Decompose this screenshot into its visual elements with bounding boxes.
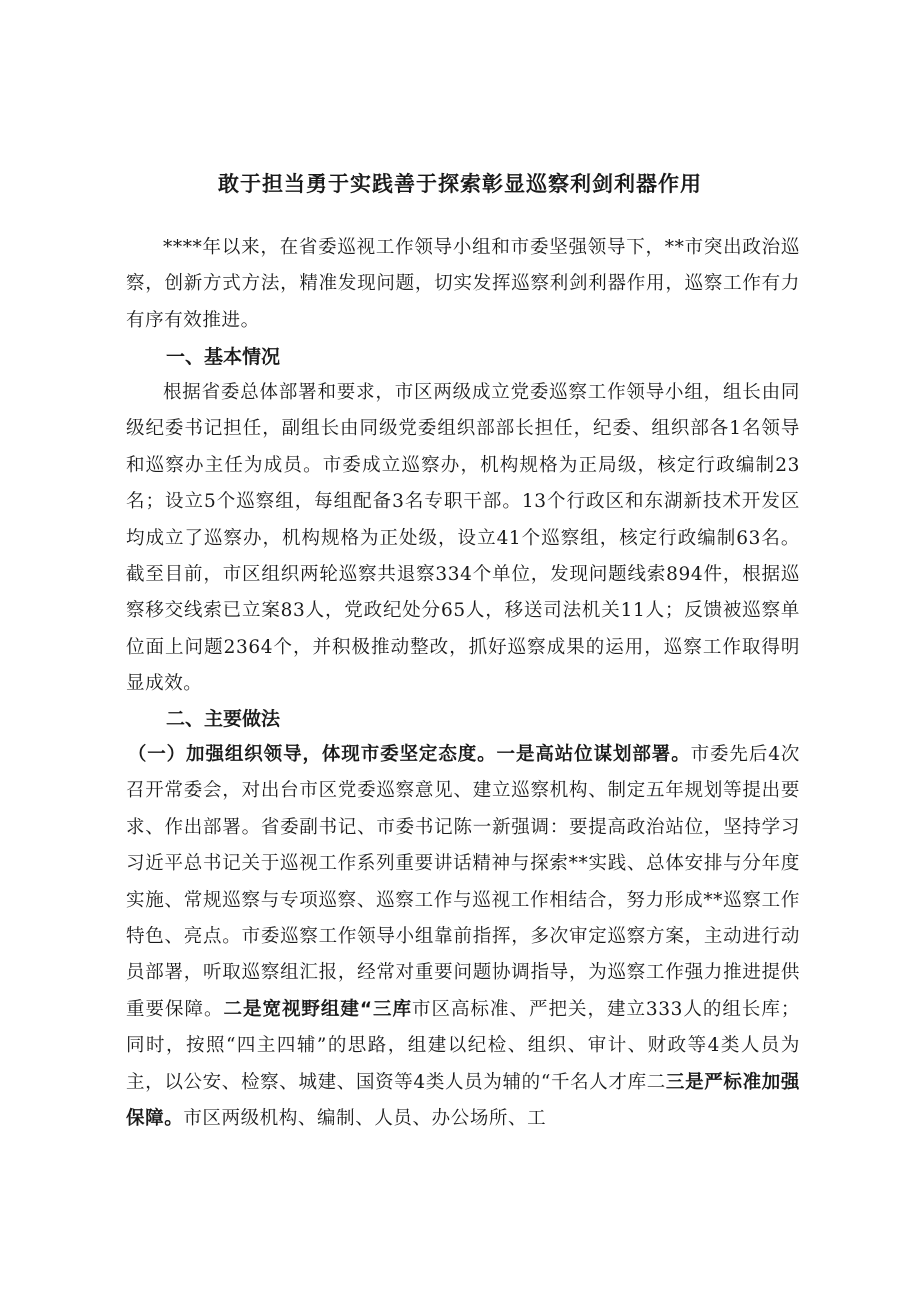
section-heading-basic-situation: 一、基本情况 [166,346,281,368]
intro-paragraph: ****年以来，在省委巡视工作领导小组和市委坚强领导下，**市突出政治巡察，创新方式方法，精准发现问题，切实发挥巡察利剑利器作用，巡察工作有力有序有效推进。 [126,237,800,331]
point-three-text: 市区两级机构、编制、人员、办公场所、工 [183,1108,547,1130]
point-three-lead: 三是严标准加强保障。 [126,1071,800,1130]
section-heading-main-practices: 二、主要做法 [166,708,281,730]
subsection-title: （一）加强组织领导，体现市委坚定态度。 [127,744,497,765]
point-one-lead: 一是高站位谋划部署。 [496,744,691,765]
basic-situation-paragraph: 根据省委总体部署和要求，市区两级成立党委巡察工作领导小组，组长由同级纪委书记担任，副组长由同级党委组织部部长担任，纪委、组织部各1名领导和巡察办主任为成员。市委成立巡察办，机构规格为正局级，核定行政编制23名；设立5个巡察组，每组配备3名专职干部。13个行政区和东湖新技术开发区均成立了巡察办，机构规格为正处级，设立41个巡察组，核定行政编制63名。截至目前，市区组织两轮巡察共退察334个单位，发现问题线索894件，根据巡察移交线索已立案83人，党政纪处分65人，移送司法机关11人；反馈被巡察单位面上问题2364个，并积极推动整改，抓好巡察成果的运用，巡察工作取得明显成效。 [126,382,800,695]
point-two-text: 市区高标准、严把关，建立333人的组长库；同时，按照“四主四辅”的思路，组建以纪检、组织、审计、财政等4类人员为主，以公安、检察、城建、国资等4类人员为辅的“千名人才库二 [126,998,800,1093]
point-two-lead: 二是宽视野组建“三库 [223,998,413,1020]
document-title: 敢于担当勇于实践善于探索彰显巡察利剑利器作用 [218,172,702,196]
main-practices-paragraph [126,737,800,1137]
point-one-text: 市委先后4次召开常委会，对出台市区党委巡察意见、建立巡察机构、制定五年规划等提出要求、作出部署。省委副书记、市委书记陈一新强调：要提高政治站位，坚持学习习近平总书记关于巡视工作系列重要讲话精神与探索**实践、总体安排与分年度实施、常规巡察与专项巡察、巡察工作与巡视工作相结合，努力形成**巡察工作特色、亮点。市委巡察工作领导小组靠前指挥，多次审定巡察方案，主动进行动员部署，听取巡察组汇报，经常对重要问题协调指导，为巡察工作强力推进提供重要保障。 [126,744,801,1020]
